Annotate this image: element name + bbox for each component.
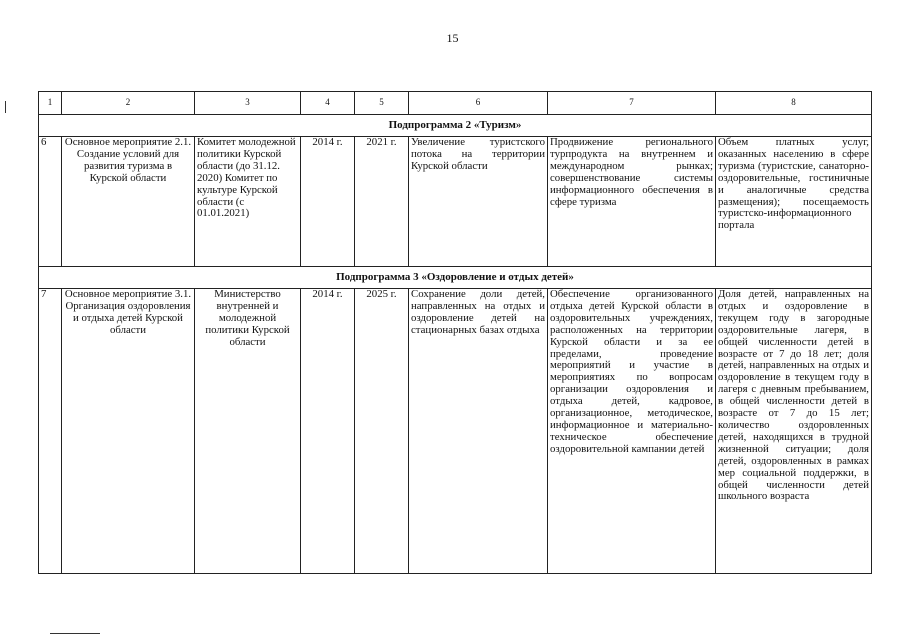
measure-cell: Основное мероприятие 3.1. Организация оздоровления и отдыха детей Курской области	[62, 289, 195, 574]
end-year-cell: 2025 г.	[355, 289, 409, 574]
start-year-cell: 2014 г.	[301, 137, 355, 267]
header-cell: 2	[62, 92, 195, 115]
subprogram-row	[39, 115, 872, 137]
row-number: 6	[39, 137, 62, 267]
header-cell: 8	[716, 92, 872, 115]
table-row	[39, 137, 872, 267]
indicators-cell: Доля детей, направленных на отдых и оздоровление в текущем году в загородные оздоровительные лагеря, в общей численности детей в возрасте от 7 до 18 лет; доля детей, направленных на отдых и оздоровление в текущем году в лагеря с дневным пребыванием, в общей численности детей в возрасте от 7 до 15 лет; количество оздоровленных детей, находящихся в трудной жизненной ситуации; доля детей, оздоровленных в рамках мер социальной поддержки, в общей численности детей школьного возраста	[716, 289, 872, 574]
end-year-cell: 2021 г.	[355, 137, 409, 267]
subprogram-row	[39, 267, 872, 289]
header-cell: 1	[39, 92, 62, 115]
result-cell: Увеличение туристского потока на территории Курской области	[409, 137, 548, 267]
program-table	[38, 91, 872, 574]
header-cell: 3	[195, 92, 301, 115]
executor-cell: Министерство внутренней и молодежной политики Курской области	[195, 289, 301, 574]
result-cell: Сохранение доли детей, направленных на отдых и оздоровление детей на стационарных базах отдыха	[409, 289, 548, 574]
table-row	[39, 289, 872, 574]
row-number: 7	[39, 289, 62, 574]
margin-mark	[5, 101, 6, 113]
start-year-cell: 2014 г.	[301, 289, 355, 574]
header-cell: 7	[548, 92, 716, 115]
footnote-rule	[50, 633, 100, 634]
page-number: 15	[446, 31, 459, 45]
measure-cell: Основное мероприятие 2.1. Создание условий для развития туризма в Курской области	[62, 137, 195, 267]
header-cell: 5	[355, 92, 409, 115]
header-cell: 4	[301, 92, 355, 115]
content-cell: Обеспечение организованного отдыха детей Курской области в оздоровительных учреждениях, расположенных на территории Курской области и за ее пределами, проведение мероприятий и участие в мероприятиях по вопросам организации оздоровления и отдыха детей, кадровое, организационное, методическое, информационное и материально-техническое обеспечение оздоровительной кампании детей	[548, 289, 716, 574]
content-cell: Продвижение регионального турпродукта на внутреннем и международном рынках; совершенствование системы информационного обеспечения в сфере туризма	[548, 137, 716, 267]
header-row	[39, 92, 872, 115]
indicators-cell: Объем платных услуг, оказанных населению в сфере туризма (туристские, санаторно-оздоровительные, гостиничные и аналогичные средства размещения); посещаемость туристско-информационного портала	[716, 137, 872, 267]
executor-cell: Комитет молодежной политики Курской области (до 31.12. 2020) Комитет по культуре Курской области (с 01.01.2021)	[195, 137, 301, 267]
header-cell: 6	[409, 92, 548, 115]
subprogram-title: Подпрограмма 3 «Оздоровление и отдых детей»	[39, 267, 872, 289]
subprogram-title: Подпрограмма 2 «Туризм»	[39, 115, 872, 137]
